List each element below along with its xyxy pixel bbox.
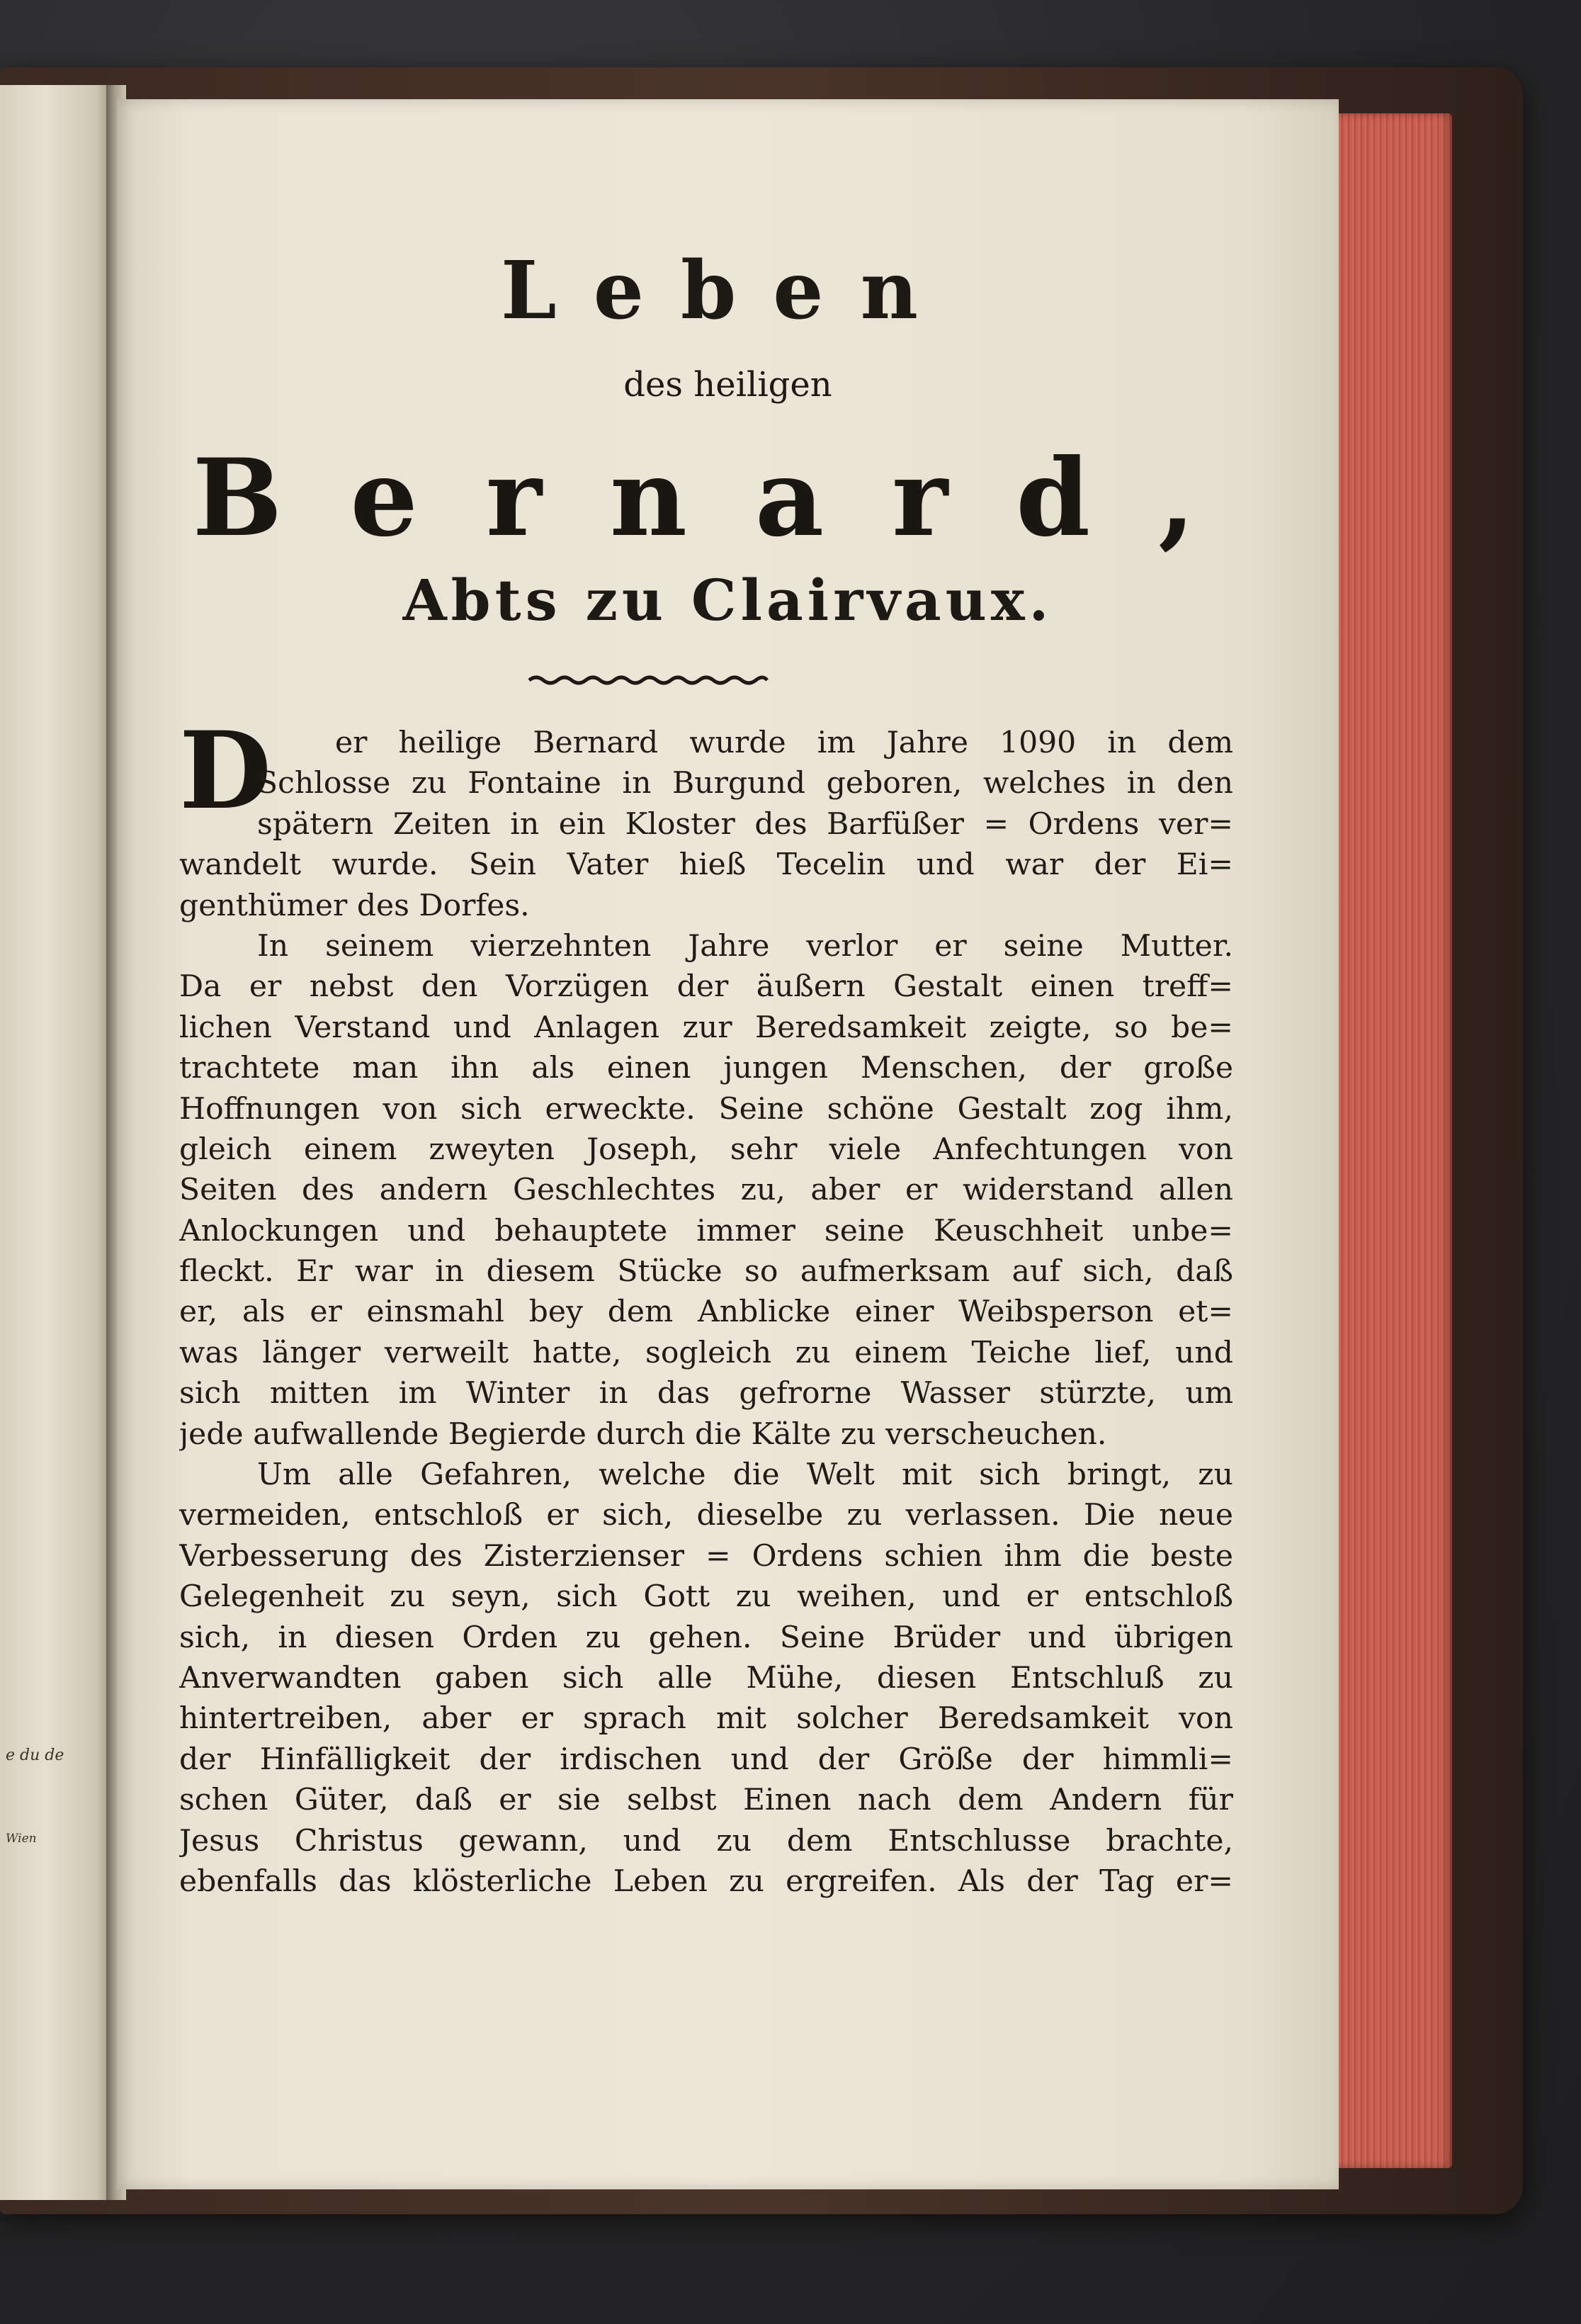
text-line: Hoffnungen von sich erweckte. Seine schöne Gestalt zog ihm, bbox=[179, 1091, 1233, 1127]
text-line: ebenfalls das klösterliche Leben zu ergreifen. Als der Tag er= bbox=[179, 1863, 1233, 1899]
text-line: schen Güter, daß er sie selbst Einen nach dem Andern für bbox=[179, 1783, 1233, 1818]
text-line: Verbesserung des Zisterzienser = Ordens schien ihm die beste bbox=[179, 1538, 1233, 1574]
left-page-edge bbox=[0, 85, 113, 2200]
text-line: Anverwandten gaben sich alle Mühe, diesen Entschluß zu bbox=[179, 1660, 1233, 1696]
text-line: Schlosse zu Fontaine in Burgund geboren, welches in den bbox=[257, 766, 1233, 801]
text-line: der Hinfälligkeit der irdischen und der Größe der himmli= bbox=[179, 1742, 1233, 1777]
text-line: wandelt wurde. Sein Vater hieß Tecelin und war der Ei= bbox=[179, 847, 1233, 883]
text-line: jede aufwallende Begierde durch die Kälte zu verscheuchen. bbox=[179, 1416, 1107, 1452]
text-line: Um alle Gefahren, welche die Welt mit sich bringt, zu bbox=[257, 1457, 1233, 1493]
body-text bbox=[179, 709, 1233, 1902]
text-line: Anlockungen und behauptete immer seine Keuschheit unbe= bbox=[179, 1213, 1233, 1248]
text-line: In seinem vierzehnten Jahre verlor er seine Mutter. bbox=[257, 928, 1233, 964]
text-line: gleich einem zweyten Joseph, sehr viele Anfechtungen von bbox=[179, 1132, 1233, 1167]
text-line: sich, in diesen Orden zu gehen. Seine Brüder und übrigen bbox=[179, 1620, 1233, 1655]
text-line: lichen Verstand und Anlagen zur Beredsamkeit zeigte, so be= bbox=[179, 1010, 1233, 1045]
text-line: fleckt. Er war in diesem Stücke so aufmerksam auf sich, daß bbox=[179, 1254, 1233, 1290]
heading-bernard: Bernard, bbox=[192, 436, 1264, 560]
text-line: Jesus Christus gewann, und zu dem Entschlusse brachte, bbox=[179, 1823, 1233, 1858]
ornament-divider bbox=[528, 673, 769, 687]
heading-leben: Leben bbox=[500, 244, 955, 337]
text-line: Da er nebst den Vorzügen der äußern Gestalt einen treff= bbox=[179, 969, 1233, 1005]
text-line: was länger verweilt hatte, sogleich zu einem Teiche lief, und bbox=[179, 1335, 1233, 1370]
text-line: spätern Zeiten in ein Kloster des Barfüßer = Ordens ver= bbox=[257, 806, 1233, 842]
left-page-fragment: e du de bbox=[6, 1747, 64, 1764]
text-line: hintertreiben, aber er sprach mit solcher Beredsamkeit von bbox=[179, 1701, 1233, 1737]
text-line: trachtete man ihn als einen jungen Menschen, der große bbox=[179, 1051, 1233, 1086]
left-page-fragment: Wien bbox=[6, 1832, 37, 1846]
heading-des-heiligen: des heiligen bbox=[623, 365, 832, 405]
book-page bbox=[117, 99, 1339, 2189]
drop-cap: D bbox=[179, 709, 272, 833]
text-line: er, als er einsmahl bey dem Anblicke einer Weibsperson et= bbox=[179, 1294, 1233, 1330]
text-line: Seiten des andern Geschlechtes zu, aber er widerstand allen bbox=[179, 1173, 1233, 1208]
page-fore-edge bbox=[1332, 113, 1452, 2168]
text-line: sich mitten im Winter in das gefrorne Wasser stürzte, um bbox=[179, 1376, 1233, 1411]
text-line: genthümer des Dorfes. bbox=[179, 888, 530, 923]
text-line: Gelegenheit zu seyn, sich Gott zu weihen, und er entschloß bbox=[179, 1579, 1233, 1615]
text-line: vermeiden, entschloß er sich, dieselbe zu verlassen. Die neue bbox=[179, 1498, 1233, 1533]
heading-abts-zu-clairvaux: Abts zu Clairvaux. bbox=[402, 567, 1053, 633]
text-line: er heilige Bernard wurde im Jahre 1090 in dem bbox=[335, 726, 1233, 760]
